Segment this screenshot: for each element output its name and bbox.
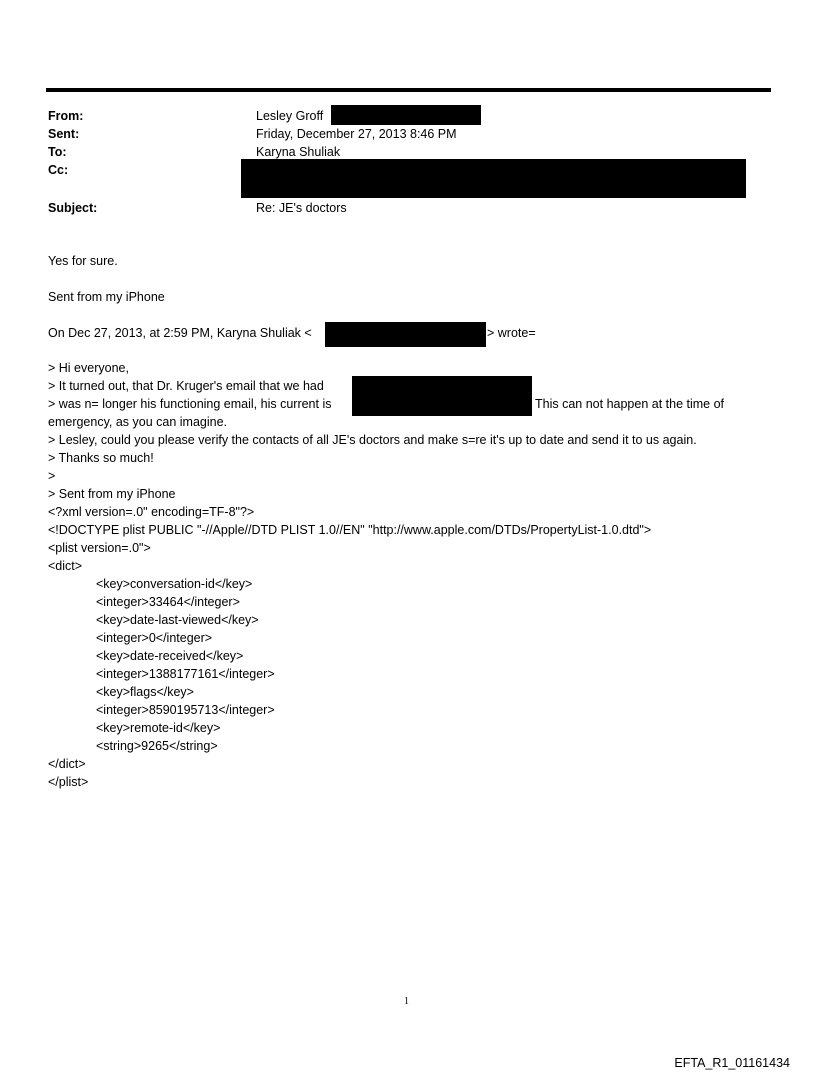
quote-line-2: > It turned out, that Dr. Kruger's email that we had — [48, 379, 324, 393]
xml-line-9: <key>date-received</key> — [96, 649, 244, 663]
xml-line-2: <!DOCTYPE plist PUBLIC "-//Apple//DTD PLIST 1.0//EN" "http://www.apple.com/DTDs/PropertyList-1.0.dtd"> — [48, 523, 652, 537]
quote-line-4: emergency, as you can imagine. — [48, 415, 228, 429]
sent-value: Friday, December 27, 2013 8:46 PM — [256, 127, 457, 141]
xml-line-1: <?xml version=.0" encoding=TF-8"?> — [48, 505, 255, 519]
xml-line-7: <key>date-last-viewed</key> — [96, 613, 259, 627]
xml-line-15: </dict> — [48, 757, 86, 771]
quote-intro-pre: On Dec 27, 2013, at 2:59 PM, Karyna Shuliak < — [48, 326, 312, 340]
bates-number: EFTA_R1_01161434 — [674, 1056, 790, 1070]
xml-line-6: <integer>33464</integer> — [96, 595, 240, 609]
sent-label: Sent: — [48, 127, 80, 141]
signature: Sent from my iPhone — [48, 290, 165, 304]
xml-line-3: <plist version=.0"> — [48, 541, 151, 555]
subject-label: Subject: — [48, 201, 98, 215]
quote-line-5: > Lesley, could you please verify the contacts of all JE's doctors and make s=re it's up to date and send it to us again. — [48, 433, 697, 447]
xml-line-8: <integer>0</integer> — [96, 631, 213, 645]
xml-line-10: <integer>1388177161</integer> — [96, 667, 275, 681]
page-number: 1 — [404, 996, 409, 1007]
xml-line-12: <integer>8590195713</integer> — [96, 703, 275, 717]
from-value: Lesley Groff — [256, 109, 324, 123]
redaction-from-email — [331, 105, 481, 125]
quote-line-3a: > was n= longer his functioning email, his current is — [48, 397, 332, 411]
xml-line-14: <string>9265</string> — [96, 739, 218, 753]
redaction-current-email — [352, 394, 532, 416]
quote-line-6: > Thanks so much! — [48, 451, 154, 465]
reply-text: Yes for sure. — [48, 254, 118, 268]
cc-label: Cc: — [48, 163, 69, 177]
subject-value: Re: JE's doctors — [256, 201, 347, 215]
redaction-sender-email — [325, 322, 486, 347]
xml-line-13: <key>remote-id</key> — [96, 721, 221, 735]
xml-line-4: <dict> — [48, 559, 83, 573]
quote-line-3b: This can not happen at the time of — [535, 397, 725, 411]
quote-intro-post: > wrote= — [487, 326, 536, 340]
xml-line-16: </plist> — [48, 775, 89, 789]
to-value: Karyna Shuliak — [256, 145, 341, 159]
redaction-cc — [241, 159, 746, 198]
header-rule — [46, 88, 771, 92]
quote-line-1: > Hi everyone, — [48, 361, 129, 375]
from-label: From: — [48, 109, 84, 123]
xml-line-11: <key>flags</key> — [96, 685, 194, 699]
quote-intro — [48, 326, 312, 340]
quote-line-8: > Sent from my iPhone — [48, 487, 176, 501]
quote-line-7: > — [48, 469, 56, 483]
to-label: To: — [48, 145, 67, 159]
xml-line-5: <key>conversation-id</key> — [96, 577, 253, 591]
